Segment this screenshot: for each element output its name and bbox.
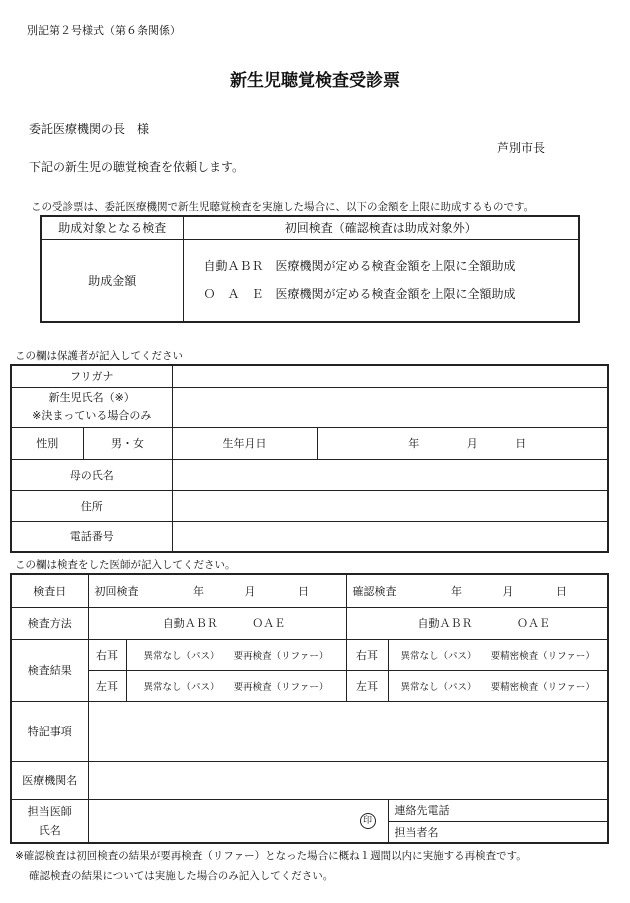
- first-exam-year: 年: [193, 584, 204, 598]
- institution-label: 医療機関名: [11, 761, 88, 799]
- remarks-label: 特記事項: [11, 701, 88, 761]
- subsidy-col1-header: 助成対象となる検査: [41, 216, 183, 239]
- confirm-method-abr: 自動ＡＢＲ: [417, 617, 473, 630]
- footnote-line1: ※確認検査は初回検査の結果が要再検査（リファー）となった場合に概ね１週間以内に実施する再検査です。: [15, 850, 527, 862]
- address-label: 住所: [11, 490, 172, 521]
- page-title: 新生児聴覚検査受診票: [230, 71, 400, 91]
- doctor-name-field[interactable]: [88, 799, 388, 843]
- confirm-left-ear-label: 左耳: [346, 670, 388, 701]
- first-method-field[interactable]: [88, 607, 346, 639]
- birth-label: 生年月日: [172, 427, 317, 459]
- request-text: 下記の新生児の聴覚検査を依頼します。: [29, 160, 245, 174]
- form-number: 別記第２号様式（第６条関係）: [27, 24, 181, 37]
- confirm-method-field[interactable]: [346, 607, 608, 639]
- subsidy-intro: この受診票は、委託医療機関で新生児聴覚検査を実施した場合に、以下の金額を上限に助成するものです。: [31, 201, 535, 213]
- confirm-exam-date-field[interactable]: [346, 574, 608, 607]
- guardian-table: [10, 364, 609, 553]
- baby-name-note: ※決まっている場合のみ: [32, 409, 152, 422]
- issuer: 芦別市長: [497, 141, 546, 155]
- subsidy-line-oae: Ｏ Ａ Ｅ 医療機関が定める検査金額を上限に全額助成: [203, 287, 516, 302]
- confirm-exam-year: 年: [451, 584, 462, 598]
- confirm-left-normal: 異常なし（パス）: [400, 681, 477, 693]
- birth-year-unit: 年: [408, 437, 420, 450]
- first-left-normal: 異常なし（パス）: [143, 681, 220, 693]
- remarks-field[interactable]: [88, 701, 608, 761]
- subsidy-col2-header: 初回検査（確認検査は助成対象外）: [183, 216, 579, 239]
- subsidy-line-abr: 自動ＡＢＲ 医療機関が定める検査金額を上限に全額助成: [203, 259, 516, 274]
- sex-label: 性別: [11, 427, 83, 459]
- baby-name-label: [11, 387, 172, 427]
- furigana-label: フリガナ: [11, 365, 172, 387]
- birth-date-field[interactable]: [317, 427, 608, 459]
- phone-label: 電話番号: [11, 521, 172, 552]
- subsidy-table: [40, 215, 580, 323]
- first-left-refer: 要再検査（リファー）: [233, 681, 329, 693]
- confirm-exam-day: 日: [556, 584, 567, 598]
- first-left-ear-result[interactable]: [126, 670, 346, 701]
- subsidy-amounts: [183, 239, 579, 322]
- birth-day-unit: 日: [515, 437, 527, 450]
- baby-name-field[interactable]: [172, 387, 608, 427]
- subsidy-row-label: 助成金額: [41, 239, 183, 322]
- furigana-field[interactable]: [172, 365, 608, 387]
- contact-phone-field[interactable]: [388, 799, 608, 821]
- birth-month-unit: 月: [466, 437, 478, 450]
- contact-person-field[interactable]: [388, 821, 608, 843]
- confirm-right-ear-result[interactable]: [388, 639, 608, 670]
- footnote-line2: 確認検査の結果については実施した場合のみ記入してください。: [29, 870, 334, 882]
- confirm-right-normal: 異常なし（パス）: [400, 650, 477, 662]
- confirm-left-refer: 要精密検査（リファー）: [490, 681, 595, 693]
- mother-name-field[interactable]: [172, 459, 608, 490]
- contact-phone-label: 連絡先電話: [394, 804, 450, 817]
- doctor-label-line1: 担当医師: [27, 804, 72, 818]
- first-exam-day: 日: [298, 584, 309, 598]
- address-field[interactable]: [172, 490, 608, 521]
- first-left-ear-label: 左耳: [88, 670, 126, 701]
- doctor-label-line2: 氏名: [38, 823, 61, 837]
- first-exam-month: 月: [244, 584, 256, 598]
- confirm-right-ear-label: 右耳: [346, 639, 388, 670]
- confirm-left-ear-result[interactable]: [388, 670, 608, 701]
- confirm-exam-label: 確認検査: [352, 584, 397, 598]
- doctor-name-label: [11, 799, 88, 843]
- doctor-note: この欄は検査をした医師が記入してください。: [15, 559, 236, 571]
- first-method-abr: 自動ＡＢＲ: [162, 617, 218, 630]
- guardian-note: この欄は保護者が記入してください: [15, 350, 183, 362]
- first-right-normal: 異常なし（パス）: [143, 650, 220, 662]
- result-label: 検査結果: [11, 639, 88, 701]
- exam-date-label: 検査日: [11, 574, 88, 607]
- institution-field[interactable]: [88, 761, 608, 799]
- first-method-oae: ＯＡＥ: [252, 617, 286, 630]
- baby-name-title: 新生児氏名（※）: [48, 391, 135, 404]
- contact-person-label: 担当者名: [394, 825, 439, 839]
- first-exam-date-field[interactable]: [88, 574, 346, 607]
- method-label: 検査方法: [11, 607, 88, 639]
- addressee: 委託医療機関の長 様: [29, 122, 150, 136]
- phone-field[interactable]: [172, 521, 608, 552]
- confirm-method-oae: ＯＡＥ: [517, 617, 550, 630]
- first-right-ear-result[interactable]: [126, 639, 346, 670]
- first-right-ear-label: 右耳: [88, 639, 126, 670]
- first-right-refer: 要再検査（リファー）: [233, 650, 329, 662]
- doctor-table: [10, 573, 609, 844]
- confirm-right-refer: 要精密検査（リファー）: [490, 650, 595, 662]
- first-exam-label: 初回検査: [94, 584, 139, 598]
- seal-mark: 印: [360, 813, 376, 829]
- sex-options[interactable]: 男・女: [83, 427, 172, 459]
- mother-name-label: 母の氏名: [11, 459, 172, 490]
- confirm-exam-month: 月: [502, 584, 514, 598]
